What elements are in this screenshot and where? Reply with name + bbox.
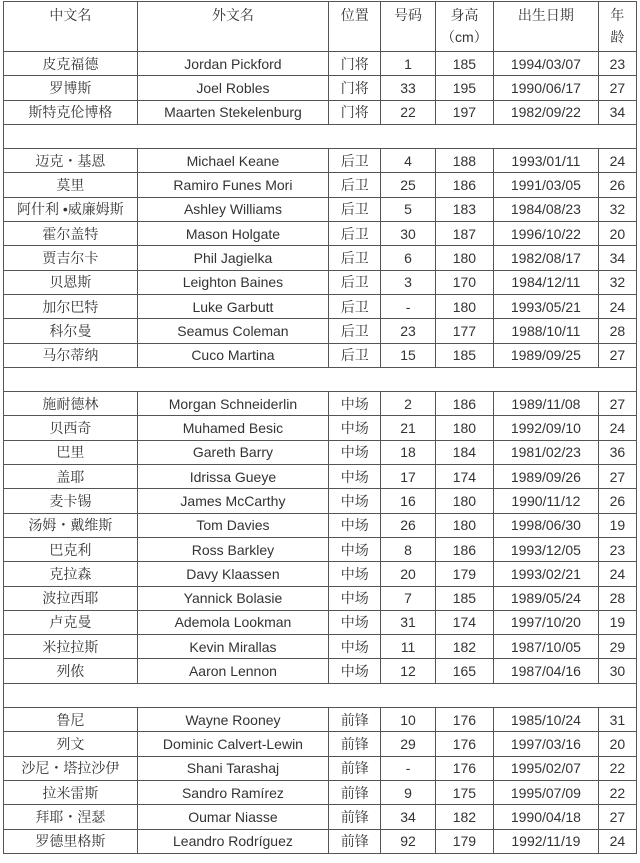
cell-age: 34	[598, 246, 636, 270]
cell-dob: 1985/10/24	[494, 708, 599, 732]
cell-age: 32	[598, 197, 636, 221]
cell-position: 后卫	[329, 222, 381, 246]
cell-age: 27	[598, 343, 636, 367]
cell-age: 29	[598, 635, 636, 659]
cell-en-name: Oumar Niasse	[137, 805, 328, 829]
cell-height: 179	[435, 562, 493, 586]
cell-height: 180	[435, 513, 493, 537]
cell-position: 中场	[329, 659, 381, 683]
cell-number: 22	[381, 100, 435, 124]
cell-cn-name: 巴克利	[4, 537, 138, 561]
cell-number: 92	[381, 829, 435, 853]
cell-height: 174	[435, 465, 493, 489]
cell-number: 9	[381, 780, 435, 804]
cell-age: 30	[598, 659, 636, 683]
cell-position: 后卫	[329, 197, 381, 221]
cell-cn-name: 克拉森	[4, 562, 138, 586]
cell-age: 20	[598, 222, 636, 246]
cell-position: 后卫	[329, 246, 381, 270]
cell-cn-name: 罗德里格斯	[4, 829, 138, 853]
cell-en-name: Ross Barkley	[137, 537, 328, 561]
cell-height: 185	[435, 586, 493, 610]
cell-height: 185	[435, 343, 493, 367]
cell-dob: 1987/10/05	[494, 635, 599, 659]
cell-age: 27	[598, 805, 636, 829]
cell-dob: 1989/09/26	[494, 465, 599, 489]
cell-en-name: Jordan Pickford	[137, 52, 328, 76]
cell-en-name: Tom Davies	[137, 513, 328, 537]
cell-dob: 1990/11/12	[494, 489, 599, 513]
cell-height: 175	[435, 780, 493, 804]
cell-height: 174	[435, 610, 493, 634]
table-row	[4, 586, 637, 610]
player-roster-table	[3, 1, 637, 854]
table-row	[4, 52, 637, 76]
cell-position: 门将	[329, 52, 381, 76]
cell-dob: 1990/04/18	[494, 805, 599, 829]
cell-number: 18	[381, 440, 435, 464]
cell-en-name: Maarten Stekelenburg	[137, 100, 328, 124]
table-row	[4, 416, 637, 440]
cell-number: 10	[381, 708, 435, 732]
cell-dob: 1993/01/11	[494, 149, 599, 173]
cell-en-name: Davy Klaassen	[137, 562, 328, 586]
cell-age: 32	[598, 270, 636, 294]
cell-height: 180	[435, 246, 493, 270]
cell-dob: 1984/08/23	[494, 197, 599, 221]
table-header-row	[4, 2, 637, 52]
cell-en-name: Aaron Lennon	[137, 659, 328, 683]
table-row	[4, 100, 637, 124]
cell-age: 24	[598, 149, 636, 173]
cell-height: 176	[435, 708, 493, 732]
cell-height: 185	[435, 52, 493, 76]
cell-number: 33	[381, 76, 435, 100]
cell-position: 前锋	[329, 780, 381, 804]
cell-age: 28	[598, 586, 636, 610]
header-height-unit: （cm）	[441, 29, 488, 45]
cell-cn-name: 鲁尼	[4, 708, 138, 732]
cell-height: 176	[435, 732, 493, 756]
cell-number: 11	[381, 635, 435, 659]
cell-dob: 1992/09/10	[494, 416, 599, 440]
cell-position: 前锋	[329, 756, 381, 780]
cell-position: 门将	[329, 76, 381, 100]
cell-dob: 1989/09/25	[494, 343, 599, 367]
group-separator-row	[4, 124, 637, 148]
cell-dob: 1989/05/24	[494, 586, 599, 610]
cell-en-name: Ramiro Funes Mori	[137, 173, 328, 197]
group-separator-row	[4, 683, 637, 707]
cell-dob: 1982/09/22	[494, 100, 599, 124]
cell-dob: 1998/06/30	[494, 513, 599, 537]
cell-dob: 1988/10/11	[494, 319, 599, 343]
cell-en-name: Kevin Mirallas	[137, 635, 328, 659]
cell-en-name: Cuco Martina	[137, 343, 328, 367]
table-row	[4, 708, 637, 732]
cell-en-name: Seamus Coleman	[137, 319, 328, 343]
cell-height: 187	[435, 222, 493, 246]
cell-position: 中场	[329, 513, 381, 537]
cell-number: -	[381, 756, 435, 780]
cell-cn-name: 罗博斯	[4, 76, 138, 100]
cell-number: 7	[381, 586, 435, 610]
cell-height: 186	[435, 392, 493, 416]
cell-position: 后卫	[329, 149, 381, 173]
cell-dob: 1984/12/11	[494, 270, 599, 294]
cell-number: 2	[381, 392, 435, 416]
cell-position: 前锋	[329, 708, 381, 732]
group-separator-row	[4, 367, 637, 391]
cell-age: 24	[598, 829, 636, 853]
table-row	[4, 197, 637, 221]
cell-position: 中场	[329, 392, 381, 416]
cell-number: 25	[381, 173, 435, 197]
cell-en-name: Leighton Baines	[137, 270, 328, 294]
cell-position: 中场	[329, 586, 381, 610]
cell-age: 36	[598, 440, 636, 464]
cell-number: 16	[381, 489, 435, 513]
cell-number: 4	[381, 149, 435, 173]
header-height-label: 身高	[450, 7, 479, 23]
cell-number: 17	[381, 465, 435, 489]
separator-cell	[4, 683, 637, 707]
cell-dob: 1982/08/17	[494, 246, 599, 270]
cell-age: 31	[598, 708, 636, 732]
table-row	[4, 780, 637, 804]
cell-position: 门将	[329, 100, 381, 124]
cell-number: 20	[381, 562, 435, 586]
table-row	[4, 537, 637, 561]
cell-height: 182	[435, 805, 493, 829]
table-row	[4, 270, 637, 294]
cell-position: 中场	[329, 610, 381, 634]
cell-position: 后卫	[329, 270, 381, 294]
cell-cn-name: 拜耶・涅瑟	[4, 805, 138, 829]
cell-age: 24	[598, 294, 636, 318]
cell-number: 5	[381, 197, 435, 221]
header-height	[435, 2, 493, 52]
cell-dob: 1994/03/07	[494, 52, 599, 76]
cell-cn-name: 麦卡锡	[4, 489, 138, 513]
cell-en-name: Dominic Calvert-Lewin	[137, 732, 328, 756]
cell-number: 8	[381, 537, 435, 561]
cell-number: 1	[381, 52, 435, 76]
cell-en-name: Mason Holgate	[137, 222, 328, 246]
table-row	[4, 392, 637, 416]
cell-height: 186	[435, 173, 493, 197]
table-row	[4, 489, 637, 513]
cell-cn-name: 盖耶	[4, 465, 138, 489]
cell-cn-name: 贾吉尔卡	[4, 246, 138, 270]
table-row	[4, 173, 637, 197]
cell-en-name: Joel Robles	[137, 76, 328, 100]
cell-dob: 1997/03/16	[494, 732, 599, 756]
cell-age: 27	[598, 465, 636, 489]
cell-number: 31	[381, 610, 435, 634]
cell-height: 176	[435, 756, 493, 780]
cell-age: 28	[598, 319, 636, 343]
cell-en-name: Michael Keane	[137, 149, 328, 173]
cell-cn-name: 卢克曼	[4, 610, 138, 634]
cell-cn-name: 波拉西耶	[4, 586, 138, 610]
table-row	[4, 732, 637, 756]
cell-en-name: Yannick Bolasie	[137, 586, 328, 610]
table-row	[4, 465, 637, 489]
cell-position: 前锋	[329, 805, 381, 829]
cell-height: 170	[435, 270, 493, 294]
cell-number: 30	[381, 222, 435, 246]
cell-position: 中场	[329, 489, 381, 513]
cell-en-name: Sandro Ramírez	[137, 780, 328, 804]
cell-position: 后卫	[329, 343, 381, 367]
cell-en-name: Shani Tarashaj	[137, 756, 328, 780]
cell-en-name: Luke Garbutt	[137, 294, 328, 318]
cell-age: 22	[598, 780, 636, 804]
table-row	[4, 440, 637, 464]
header-en-name: 外文名	[137, 2, 328, 52]
header-age-line2: 龄	[610, 29, 625, 45]
cell-position: 后卫	[329, 319, 381, 343]
cell-height: 180	[435, 489, 493, 513]
cell-en-name: Phil Jagielka	[137, 246, 328, 270]
header-number: 号码	[381, 2, 435, 52]
cell-number: 15	[381, 343, 435, 367]
cell-en-name: Morgan Schneiderlin	[137, 392, 328, 416]
cell-age: 23	[598, 537, 636, 561]
cell-cn-name: 霍尔盖特	[4, 222, 138, 246]
header-age-line1: 年	[610, 7, 625, 23]
cell-age: 20	[598, 732, 636, 756]
table-row	[4, 149, 637, 173]
cell-age: 26	[598, 173, 636, 197]
header-position: 位置	[329, 2, 381, 52]
cell-number: 21	[381, 416, 435, 440]
cell-cn-name: 拉米雷斯	[4, 780, 138, 804]
cell-number: 34	[381, 805, 435, 829]
cell-dob: 1981/02/23	[494, 440, 599, 464]
cell-dob: 1991/03/05	[494, 173, 599, 197]
cell-height: 180	[435, 294, 493, 318]
cell-en-name: Ashley Williams	[137, 197, 328, 221]
cell-dob: 1995/07/09	[494, 780, 599, 804]
cell-cn-name: 斯特克伦博格	[4, 100, 138, 124]
cell-cn-name: 迈克・基恩	[4, 149, 138, 173]
cell-en-name: Muhamed Besic	[137, 416, 328, 440]
table-row	[4, 513, 637, 537]
cell-cn-name: 汤姆・戴维斯	[4, 513, 138, 537]
cell-en-name: Leandro Rodríguez	[137, 829, 328, 853]
cell-age: 27	[598, 76, 636, 100]
cell-en-name: Idrissa Gueye	[137, 465, 328, 489]
table-row	[4, 635, 637, 659]
cell-dob: 1987/04/16	[494, 659, 599, 683]
cell-number: 23	[381, 319, 435, 343]
header-cn-name: 中文名	[4, 2, 138, 52]
cell-cn-name: 皮克福德	[4, 52, 138, 76]
cell-age: 19	[598, 610, 636, 634]
cell-position: 前锋	[329, 829, 381, 853]
table-row	[4, 76, 637, 100]
cell-en-name: Gareth Barry	[137, 440, 328, 464]
cell-en-name: Wayne Rooney	[137, 708, 328, 732]
cell-cn-name: 列文	[4, 732, 138, 756]
cell-height: 188	[435, 149, 493, 173]
header-age	[598, 2, 636, 52]
cell-cn-name: 米拉拉斯	[4, 635, 138, 659]
cell-cn-name: 列侬	[4, 659, 138, 683]
separator-cell	[4, 124, 637, 148]
header-dob: 出生日期	[494, 2, 599, 52]
table-row	[4, 756, 637, 780]
cell-dob: 1993/12/05	[494, 537, 599, 561]
cell-height: 186	[435, 537, 493, 561]
cell-number: 26	[381, 513, 435, 537]
cell-height: 197	[435, 100, 493, 124]
cell-position: 中场	[329, 562, 381, 586]
cell-cn-name: 巴里	[4, 440, 138, 464]
cell-height: 195	[435, 76, 493, 100]
cell-position: 中场	[329, 440, 381, 464]
cell-position: 中场	[329, 416, 381, 440]
cell-cn-name: 贝恩斯	[4, 270, 138, 294]
cell-age: 19	[598, 513, 636, 537]
cell-dob: 1992/11/19	[494, 829, 599, 853]
cell-dob: 1989/11/08	[494, 392, 599, 416]
cell-age: 24	[598, 416, 636, 440]
cell-cn-name: 科尔曼	[4, 319, 138, 343]
cell-height: 165	[435, 659, 493, 683]
cell-position: 中场	[329, 635, 381, 659]
cell-cn-name: 施耐德林	[4, 392, 138, 416]
roster-body	[4, 52, 637, 854]
cell-height: 183	[435, 197, 493, 221]
table-row	[4, 319, 637, 343]
cell-en-name: Ademola Lookman	[137, 610, 328, 634]
cell-position: 中场	[329, 537, 381, 561]
cell-height: 180	[435, 416, 493, 440]
table-row	[4, 805, 637, 829]
cell-dob: 1990/06/17	[494, 76, 599, 100]
cell-dob: 1997/10/20	[494, 610, 599, 634]
cell-dob: 1993/02/21	[494, 562, 599, 586]
cell-age: 27	[598, 392, 636, 416]
cell-height: 184	[435, 440, 493, 464]
cell-number: 12	[381, 659, 435, 683]
cell-age: 24	[598, 562, 636, 586]
cell-cn-name: 沙尼・塔拉沙伊	[4, 756, 138, 780]
cell-dob: 1995/02/07	[494, 756, 599, 780]
table-row	[4, 222, 637, 246]
cell-cn-name: 马尔蒂纳	[4, 343, 138, 367]
cell-age: 34	[598, 100, 636, 124]
separator-cell	[4, 367, 637, 391]
table-row	[4, 829, 637, 853]
cell-number: 3	[381, 270, 435, 294]
cell-position: 后卫	[329, 173, 381, 197]
table-row	[4, 610, 637, 634]
cell-height: 177	[435, 319, 493, 343]
table-row	[4, 294, 637, 318]
cell-cn-name: 加尔巴特	[4, 294, 138, 318]
table-row	[4, 659, 637, 683]
cell-position: 中场	[329, 465, 381, 489]
cell-cn-name: 贝西奇	[4, 416, 138, 440]
cell-age: 22	[598, 756, 636, 780]
cell-dob: 1993/05/21	[494, 294, 599, 318]
cell-cn-name: 阿什利 •威廉姆斯	[4, 197, 138, 221]
cell-en-name: James McCarthy	[137, 489, 328, 513]
table-row	[4, 246, 637, 270]
cell-position: 前锋	[329, 732, 381, 756]
cell-dob: 1996/10/22	[494, 222, 599, 246]
cell-number: 6	[381, 246, 435, 270]
cell-height: 179	[435, 829, 493, 853]
cell-number: -	[381, 294, 435, 318]
table-row	[4, 562, 637, 586]
cell-age: 26	[598, 489, 636, 513]
cell-number: 29	[381, 732, 435, 756]
cell-position: 后卫	[329, 294, 381, 318]
cell-cn-name: 莫里	[4, 173, 138, 197]
cell-age: 23	[598, 52, 636, 76]
table-row	[4, 343, 637, 367]
cell-height: 182	[435, 635, 493, 659]
